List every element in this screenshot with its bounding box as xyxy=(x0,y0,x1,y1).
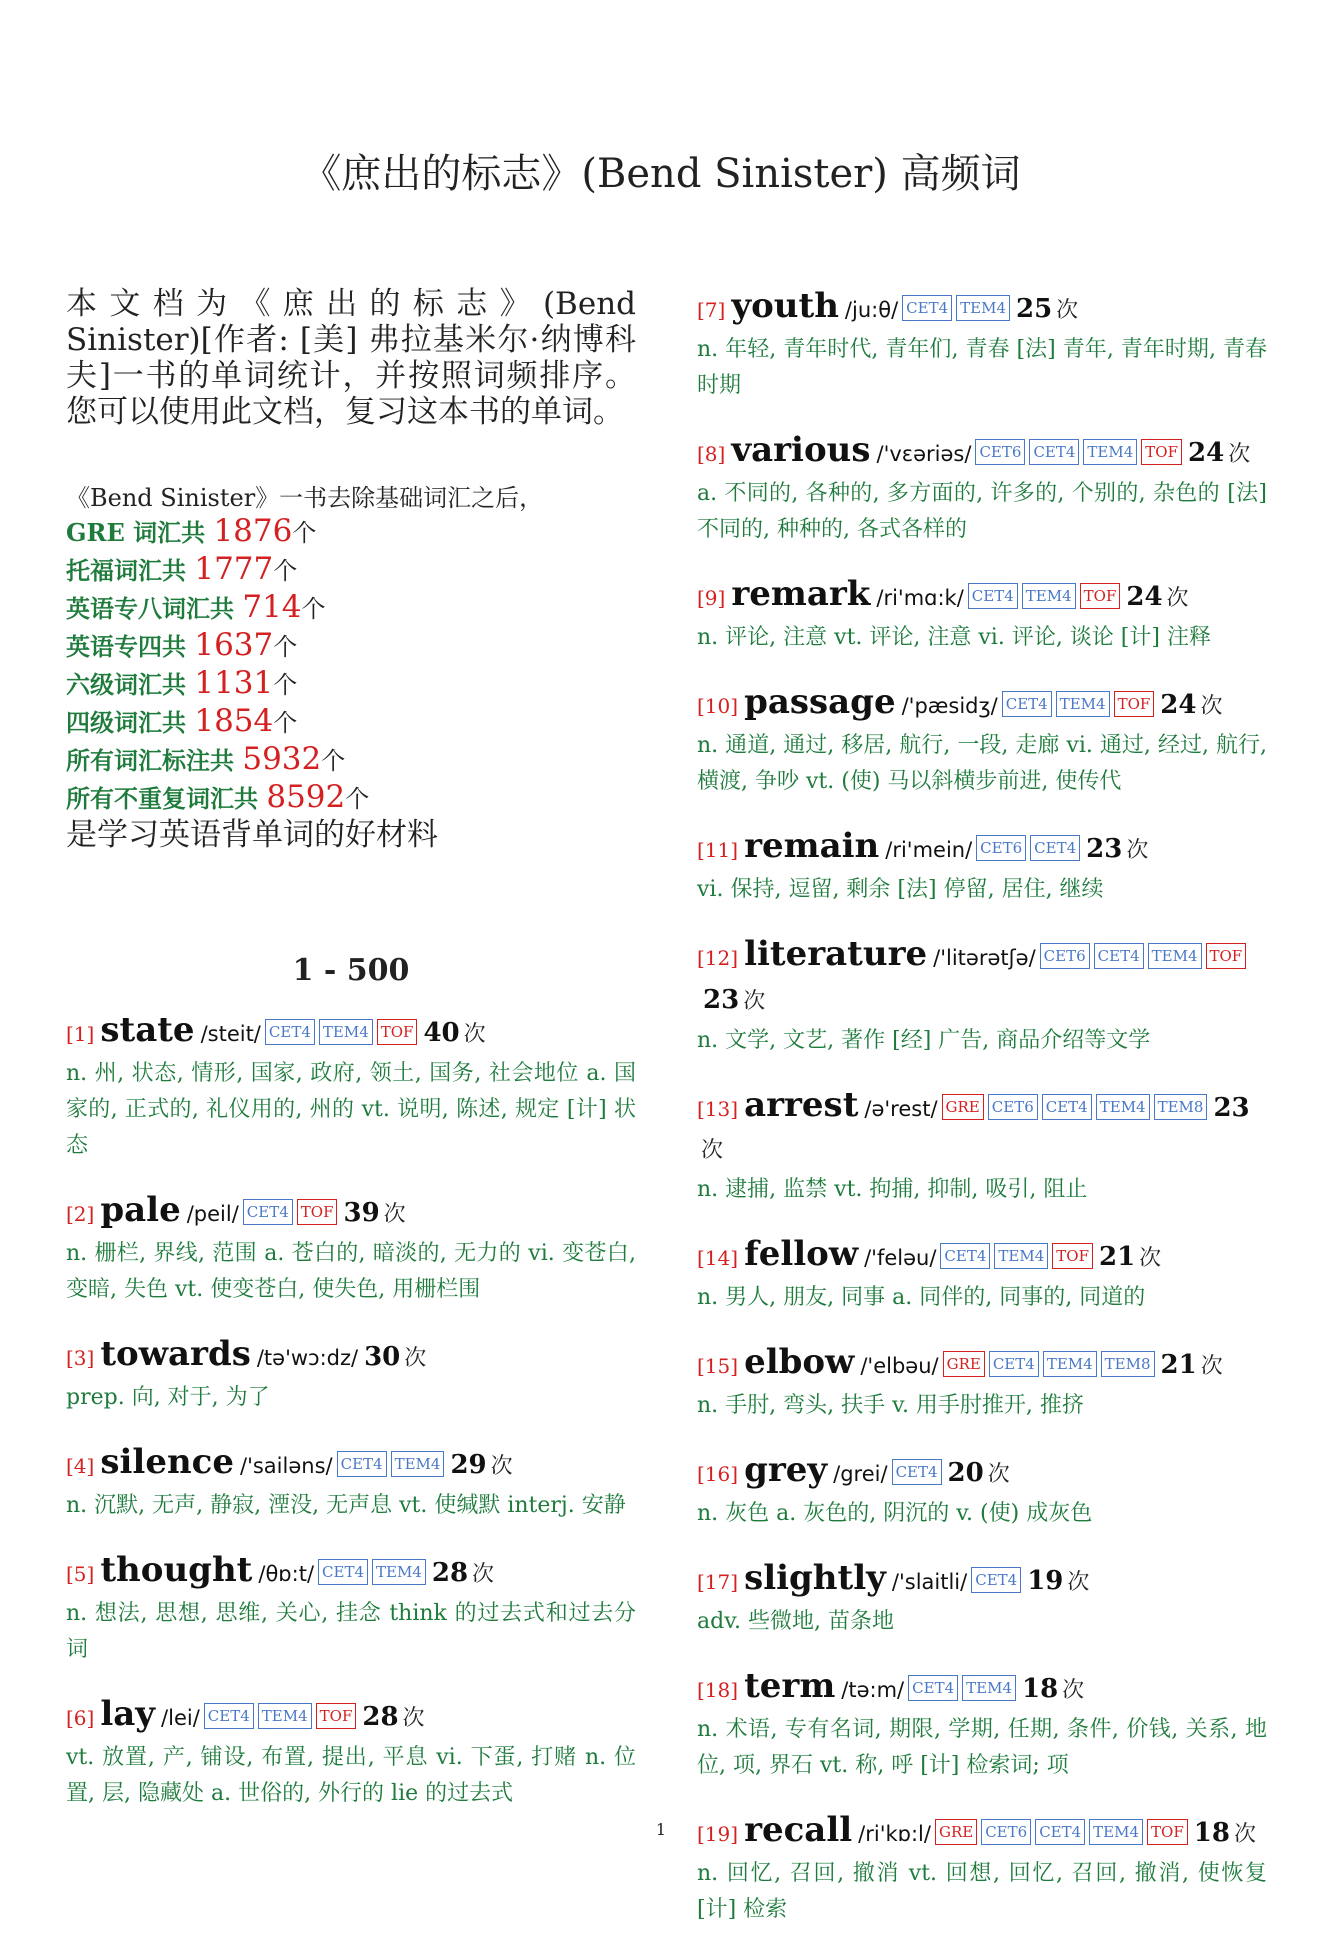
entry-index: [1] xyxy=(66,1022,95,1046)
word-entry xyxy=(66,1694,636,1812)
stat-value: 714 xyxy=(242,589,302,625)
word-entry xyxy=(66,1190,636,1308)
stat-label: 英语专八词汇共 xyxy=(66,594,243,623)
count-unit: 次 xyxy=(1200,1354,1223,1379)
entry-phonetic: /'slaitli/ xyxy=(891,1570,968,1594)
left-column xyxy=(66,286,636,1838)
entry-phonetic: /steit/ xyxy=(200,1022,261,1046)
exam-tag-badge: TEM8 xyxy=(1154,1094,1208,1120)
entry-count: 23 xyxy=(703,985,740,1015)
exam-tag-badge: TEM4 xyxy=(1043,1351,1097,1377)
exam-tag-badge: TEM4 xyxy=(391,1451,445,1477)
word-entry xyxy=(697,1666,1267,1784)
count-unit: 次 xyxy=(1228,442,1251,467)
exam-tag-badge: CET6 xyxy=(981,1819,1031,1845)
right-entries xyxy=(697,286,1267,1928)
word-entry xyxy=(697,1450,1267,1532)
entry-headline xyxy=(66,1010,636,1056)
word-entry xyxy=(697,1558,1267,1640)
entry-headline xyxy=(697,1450,1267,1496)
entry-index: [18] xyxy=(697,1678,739,1702)
stat-label: 所有词汇标注共 xyxy=(66,746,243,775)
entry-headline xyxy=(66,1442,636,1488)
exam-tag-badge: TOF xyxy=(1141,439,1182,465)
entry-word: literature xyxy=(744,934,928,974)
stat-row xyxy=(66,741,636,779)
exam-tag-badge: CET4 xyxy=(1035,1819,1085,1845)
exam-tag-badge: TEM4 xyxy=(994,1243,1048,1269)
stat-row xyxy=(66,551,636,589)
entry-index: [8] xyxy=(697,442,726,466)
stat-row xyxy=(66,665,636,703)
entry-headline xyxy=(697,1085,1267,1172)
word-entry xyxy=(66,1334,636,1416)
entry-count: 28 xyxy=(362,1702,399,1732)
exam-tag-badge: CET4 xyxy=(337,1451,387,1477)
entry-definition: n. 栅栏, 界线, 范围 a. 苍白的, 暗淡的, 无力的 vi. 变苍白, 变暗, 失色 vt. 使变苍白, 使失色, 用栅栏围 xyxy=(66,1241,636,1302)
exam-tag-badge: GRE xyxy=(943,1351,985,1377)
word-entry xyxy=(697,286,1267,404)
stats-list xyxy=(66,513,636,817)
word-entry xyxy=(697,1085,1267,1208)
entry-phonetic: /grei/ xyxy=(833,1462,888,1486)
stat-unit: 个 xyxy=(273,557,298,585)
entry-definition: n. 男人, 朋友, 同事 a. 同伴的, 同事的, 同道的 xyxy=(697,1285,1146,1310)
entry-phonetic: /θɒ:t/ xyxy=(258,1562,315,1586)
count-unit: 次 xyxy=(1139,1246,1162,1271)
entry-headline xyxy=(697,1558,1267,1604)
entry-headline xyxy=(697,574,1267,620)
entry-index: [19] xyxy=(697,1822,739,1846)
entry-definition: adv. 些微地, 苗条地 xyxy=(697,1609,894,1634)
entry-headline xyxy=(66,1334,636,1380)
entry-headline xyxy=(66,1190,636,1236)
entry-index: [14] xyxy=(697,1246,739,1270)
exam-tag-badge: TOF xyxy=(1080,583,1121,609)
entry-headline xyxy=(697,430,1267,476)
stat-row xyxy=(66,513,636,551)
exam-tag-badge: CET4 xyxy=(892,1459,942,1485)
count-unit: 次 xyxy=(404,1346,427,1371)
entry-count: 39 xyxy=(343,1198,380,1228)
entry-word: lay xyxy=(100,1694,156,1734)
stat-value: 1131 xyxy=(194,665,274,701)
entry-phonetic: /'vɛəriəs/ xyxy=(876,442,972,466)
entry-word: towards xyxy=(100,1334,251,1374)
entry-count: 21 xyxy=(1160,1350,1197,1380)
entry-count: 25 xyxy=(1015,294,1053,324)
entry-headline xyxy=(697,286,1267,332)
entry-count: 20 xyxy=(947,1458,984,1488)
stat-unit: 个 xyxy=(321,747,346,775)
entry-headline xyxy=(697,934,1267,1023)
stat-label: 托福词汇共 xyxy=(66,556,195,585)
count-unit: 次 xyxy=(1126,838,1149,863)
exam-tag-badge: TEM4 xyxy=(258,1703,312,1729)
entry-count: 23 xyxy=(1213,1093,1250,1123)
entry-index: [6] xyxy=(66,1706,95,1730)
entry-index: [9] xyxy=(697,586,726,610)
entry-definition: n. 手肘, 弯头, 扶手 v. 用手肘推开, 推挤 xyxy=(697,1393,1084,1418)
word-entry xyxy=(697,574,1267,656)
exam-tag-badge: TOF xyxy=(377,1019,418,1045)
entry-count: 19 xyxy=(1027,1566,1064,1596)
entry-count: 24 xyxy=(1160,690,1197,720)
stat-unit: 个 xyxy=(273,671,298,699)
exam-tag-badge: TOF xyxy=(1206,943,1247,969)
exam-tag-badge: CET4 xyxy=(1030,835,1080,861)
right-column xyxy=(697,286,1267,1954)
entry-definition: n. 沉默, 无声, 静寂, 湮没, 无声息 vt. 使缄默 interj. 安静 xyxy=(66,1493,626,1518)
entry-phonetic: /ri'kɒ:l/ xyxy=(858,1822,931,1846)
exam-tag-badge: CET4 xyxy=(243,1199,293,1225)
word-entry xyxy=(697,1234,1267,1316)
entry-word: state xyxy=(100,1010,195,1050)
entry-headline xyxy=(66,1694,636,1740)
exam-tag-badge: CET4 xyxy=(968,583,1018,609)
exam-tag-badge: TOF xyxy=(1114,691,1155,717)
entry-phonetic: /'sailəns/ xyxy=(240,1454,333,1478)
exam-tag-badge: TEM8 xyxy=(1101,1351,1155,1377)
range-heading: 1 - 500 xyxy=(292,953,410,988)
count-unit: 次 xyxy=(1233,1822,1256,1847)
count-unit: 次 xyxy=(1067,1570,1090,1595)
exam-tag-badge: TOF xyxy=(316,1703,357,1729)
word-entry xyxy=(697,826,1267,908)
entry-phonetic: /peil/ xyxy=(186,1202,239,1226)
word-entry xyxy=(66,1442,636,1524)
exam-tag-badge: CET4 xyxy=(908,1675,958,1701)
exam-tag-badge: TEM4 xyxy=(1148,943,1202,969)
word-entry xyxy=(697,430,1267,548)
stat-label: 四级词汇共 xyxy=(66,708,195,737)
entry-word: pale xyxy=(100,1190,181,1230)
count-unit: 次 xyxy=(1200,694,1223,719)
entry-phonetic: /'litərətʃə/ xyxy=(933,946,1036,970)
entry-phonetic: /ri'mɑ:k/ xyxy=(876,586,964,610)
entry-count: 21 xyxy=(1098,1242,1136,1272)
count-unit: 次 xyxy=(1062,1678,1085,1703)
count-unit: 次 xyxy=(463,1022,486,1047)
entry-word: term xyxy=(744,1666,836,1706)
exam-tag-badge: CET4 xyxy=(265,1019,315,1045)
exam-tag-badge: TOF xyxy=(297,1199,338,1225)
word-entry xyxy=(66,1550,636,1668)
entry-phonetic: /ri'mein/ xyxy=(885,838,973,862)
count-unit: 次 xyxy=(383,1202,406,1227)
entry-index: [5] xyxy=(66,1562,95,1586)
entry-count: 18 xyxy=(1021,1674,1059,1704)
count-unit: 次 xyxy=(402,1706,425,1731)
exam-tag-badge: TEM4 xyxy=(1022,583,1076,609)
entry-index: [13] xyxy=(697,1097,739,1121)
entry-headline xyxy=(697,1666,1267,1712)
exam-tag-badge: TEM4 xyxy=(1056,691,1110,717)
stat-unit: 个 xyxy=(301,595,326,623)
entry-definition: n. 术语, 专有名词, 期限, 学期, 任期, 条件, 价钱, 关系, 地位, 项, 界石 vt. 称, 呼 [计] 检索词; 项 xyxy=(697,1717,1267,1778)
entry-headline xyxy=(697,1342,1267,1388)
exam-tag-badge: CET4 xyxy=(902,295,952,321)
count-unit: 次 xyxy=(1166,586,1189,611)
stat-row xyxy=(66,627,636,665)
entry-definition: n. 逮捕, 监禁 vt. 拘捕, 抑制, 吸引, 阻止 xyxy=(697,1177,1088,1202)
entry-phonetic: /tə:m/ xyxy=(841,1678,905,1702)
entry-word: arrest xyxy=(744,1085,859,1125)
exam-tag-badge: TOF xyxy=(1147,1819,1188,1845)
entry-count: 18 xyxy=(1193,1818,1230,1848)
count-unit: 次 xyxy=(490,1454,513,1479)
entry-headline xyxy=(66,1550,636,1596)
stat-value: 8592 xyxy=(266,779,346,815)
exam-tag-badge: CET4 xyxy=(940,1243,990,1269)
entry-headline xyxy=(697,826,1267,872)
entry-word: slightly xyxy=(744,1558,886,1598)
entry-word: fellow xyxy=(744,1234,859,1274)
entry-count: 23 xyxy=(1086,834,1123,864)
entry-phonetic: /ə'rest/ xyxy=(864,1097,938,1121)
word-entry xyxy=(697,1342,1267,1424)
entry-phonetic: /'elbəu/ xyxy=(860,1354,939,1378)
entry-index: [3] xyxy=(66,1346,95,1370)
count-unit: 次 xyxy=(1056,298,1079,323)
entry-phonetic: /'feləu/ xyxy=(864,1246,937,1270)
exam-tag-badge: GRE xyxy=(942,1094,984,1120)
word-entry xyxy=(66,1010,636,1164)
entry-count: 29 xyxy=(450,1450,487,1480)
document-title: 《庶出的标志》(Bend Sinister) 高频词 xyxy=(301,151,1021,197)
count-unit: 次 xyxy=(987,1462,1010,1487)
exam-tag-badge: CET4 xyxy=(1002,691,1052,717)
stats-heading: 《Bend Sinister》一书去除基础词汇之后， xyxy=(66,484,544,512)
entry-definition: prep. 向, 对于, 为了 xyxy=(66,1385,270,1410)
entry-definition: n. 评论, 注意 vt. 评论, 注意 vi. 评论, 谈论 [计] 注释 xyxy=(697,625,1211,650)
entry-phonetic: /tə'wɔ:dz/ xyxy=(256,1346,359,1370)
stats-footer: 是学习英语背单词的好材料 xyxy=(66,817,438,853)
page-number: 1 xyxy=(655,1820,667,1839)
exam-tag-badge: TEM4 xyxy=(962,1675,1016,1701)
entry-index: [17] xyxy=(697,1570,739,1594)
intro-paragraph: 本文档为《庶出的标志》(Bend Sinister)[作者: [美] 弗拉基米尔·纳博科夫]一书的单词统计，并按照词频排序。您可以使用此文档，复习这本书的单词。 xyxy=(66,286,636,430)
exam-tag-badge: CET6 xyxy=(976,835,1026,861)
stat-value: 1637 xyxy=(194,627,274,663)
entry-word: grey xyxy=(744,1450,828,1490)
exam-tag-badge: TEM4 xyxy=(956,295,1010,321)
exam-tag-badge: TEM4 xyxy=(319,1019,373,1045)
entry-definition: n. 年轻, 青年时代, 青年们, 青春 [法] 青年, 青年时期, 青春时期 xyxy=(697,337,1267,398)
exam-tag-badge: CET4 xyxy=(1094,943,1144,969)
entry-definition: n. 回忆, 召回, 撤消 vt. 回想, 回忆, 召回, 撤消, 使恢复 [计] 检索 xyxy=(697,1861,1267,1922)
exam-tag-badge: CET6 xyxy=(975,439,1025,465)
exam-tag-badge: TEM4 xyxy=(1083,439,1137,465)
stat-unit: 个 xyxy=(273,633,298,661)
stat-label: 六级词汇共 xyxy=(66,670,195,699)
entry-word: elbow xyxy=(744,1342,855,1382)
exam-tag-badge: CET4 xyxy=(989,1351,1039,1377)
exam-tag-badge: TEM4 xyxy=(1089,1819,1143,1845)
entry-phonetic: /'pæsidʒ/ xyxy=(901,694,998,718)
entry-word: remain xyxy=(744,826,880,866)
exam-tag-badge: CET4 xyxy=(1029,439,1079,465)
word-entry xyxy=(697,934,1267,1059)
stat-unit: 个 xyxy=(345,785,370,813)
entry-definition: n. 灰色 a. 灰色的, 阴沉的 v. (使) 成灰色 xyxy=(697,1501,1093,1526)
entry-definition: n. 文学, 文艺, 著作 [经] 广告, 商品介绍等文学 xyxy=(697,1028,1151,1053)
left-entries xyxy=(66,1010,636,1812)
entry-word: passage xyxy=(744,682,896,722)
entry-definition: vt. 放置, 产, 铺设, 布置, 提出, 平息 vi. 下蛋, 打赌 n. 位置, 层, 隐藏处 a. 世俗的, 外行的 lie 的过去式 xyxy=(66,1745,636,1806)
stat-value: 1854 xyxy=(194,703,274,739)
exam-tag-badge: TEM4 xyxy=(372,1559,426,1585)
entry-definition: n. 通道, 通过, 移居, 航行, 一段, 走廊 vi. 通过, 经过, 航行, 横渡, 争吵 vt. (使) 马以斜横步前进, 使传代 xyxy=(697,733,1267,794)
stat-row xyxy=(66,779,636,817)
entry-definition: a. 不同的, 各种的, 多方面的, 许多的, 个别的, 杂色的 [法] 不同的, 种种的, 各式各样的 xyxy=(697,481,1267,542)
entry-count: 24 xyxy=(1188,438,1225,468)
entry-word: thought xyxy=(100,1550,253,1590)
exam-tag-badge: GRE xyxy=(935,1819,977,1845)
entry-definition: vi. 保持, 逗留, 剩余 [法] 停留, 居住, 继续 xyxy=(697,877,1104,902)
exam-tag-badge: CET4 xyxy=(204,1703,254,1729)
entry-definition: n. 想法, 思想, 思维, 关心, 挂念 think 的过去式和过去分词 xyxy=(66,1601,636,1662)
stat-unit: 个 xyxy=(292,519,317,547)
exam-tag-badge: CET4 xyxy=(318,1559,368,1585)
entry-word: youth xyxy=(731,286,839,326)
entry-word: recall xyxy=(744,1810,853,1850)
stat-value: 5932 xyxy=(242,741,322,777)
count-unit: 次 xyxy=(743,989,766,1014)
entry-index: [4] xyxy=(66,1454,95,1478)
entry-word: silence xyxy=(100,1442,235,1482)
entry-word: various xyxy=(731,430,871,470)
entry-index: [7] xyxy=(697,298,726,322)
stat-row xyxy=(66,589,636,627)
entry-count: 30 xyxy=(364,1342,401,1372)
exam-tag-badge: CET4 xyxy=(1042,1094,1092,1120)
entry-definition: n. 州, 状态, 情形, 国家, 政府, 领土, 国务, 社会地位 a. 国家的, 正式的, 礼仪用的, 州的 vt. 说明, 陈述, 规定 [计] 状态 xyxy=(66,1061,636,1158)
entry-index: [2] xyxy=(66,1202,95,1226)
stat-value: 1876 xyxy=(213,513,293,549)
stat-row xyxy=(66,703,636,741)
entry-count: 40 xyxy=(423,1018,460,1048)
entry-phonetic: /lei/ xyxy=(161,1706,200,1730)
stat-label: 所有不重复词汇共 xyxy=(66,784,267,813)
entry-index: [11] xyxy=(697,838,739,862)
stat-label: 英语专四共 xyxy=(66,632,195,661)
exam-tag-badge: CET6 xyxy=(988,1094,1038,1120)
exam-tag-badge: TEM4 xyxy=(1096,1094,1150,1120)
entry-headline xyxy=(697,682,1267,728)
exam-tag-badge: CET6 xyxy=(1040,943,1090,969)
stat-unit: 个 xyxy=(273,709,298,737)
entry-count: 28 xyxy=(431,1558,469,1588)
entry-phonetic: /ju:θ/ xyxy=(844,298,899,322)
exam-tag-badge: CET4 xyxy=(971,1567,1021,1593)
stat-label: GRE 词汇共 xyxy=(66,518,214,547)
stat-value: 1777 xyxy=(194,551,274,587)
exam-tag-badge: TOF xyxy=(1052,1243,1093,1269)
entry-index: [10] xyxy=(697,694,739,718)
entry-index: [15] xyxy=(697,1354,739,1378)
entry-count: 24 xyxy=(1126,582,1163,612)
entry-headline xyxy=(697,1234,1267,1280)
entry-index: [16] xyxy=(697,1462,739,1486)
entry-index: [12] xyxy=(697,946,739,970)
count-unit: 次 xyxy=(701,1138,724,1163)
count-unit: 次 xyxy=(472,1562,495,1587)
word-entry xyxy=(697,682,1267,800)
entry-word: remark xyxy=(731,574,871,614)
